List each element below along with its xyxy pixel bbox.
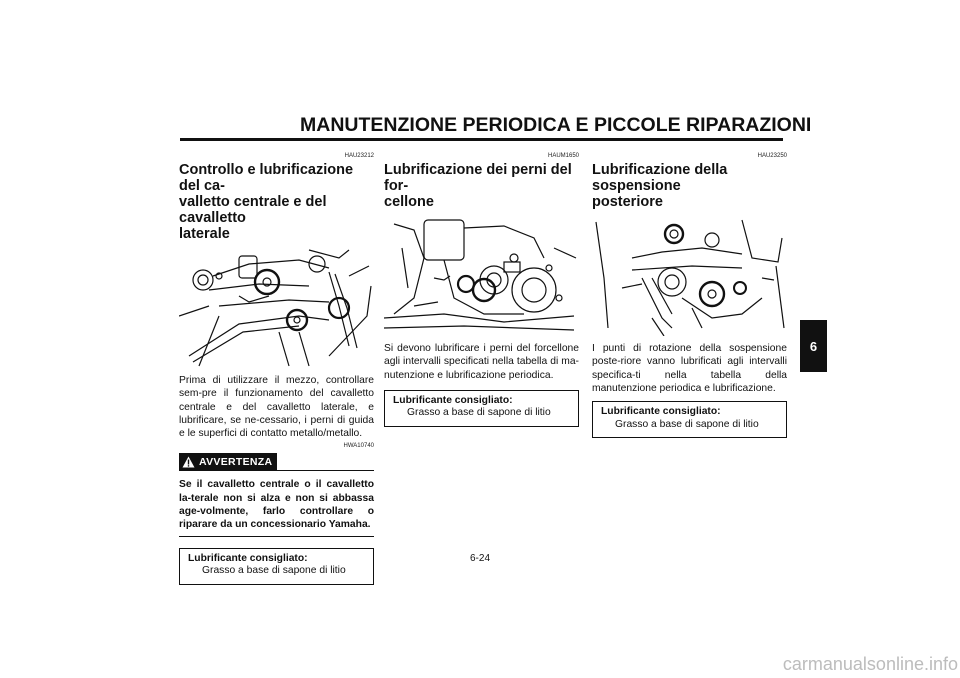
section-code: HAUM1650 (547, 153, 579, 159)
page-title: MANUTENZIONE PERIODICA E PICCOLE RIPARAZIONI (300, 114, 812, 136)
lubricant-box (592, 401, 787, 438)
lubricant-box (179, 548, 374, 585)
section-code: HAU23250 (757, 153, 787, 159)
suspension-illustration (592, 218, 787, 336)
warning-code: HWA10740 (343, 443, 374, 450)
lubricant-title: Lubrificante consigliato: (188, 552, 308, 564)
section-body: Prima di utilizzare il mezzo, controllare sem-pre il funzionamento del cavalletto centrale e del cavalletto laterale, e lubrificare, se ne-cessario, i perni di guida e le superfici di contatto metallo/metallo. (179, 375, 374, 440)
chapter-tab: 6 (800, 320, 827, 372)
lubricant-value: Grasso a base di sapone di litio (407, 407, 551, 419)
section-body: Si devono lubrificare i perni del forcellone agli intervalli specificati nella tabella di ma-nutenzione e lubrificazione periodica. (384, 343, 579, 381)
warning-text: Se il cavalletto centrale o il cavalletto la-terale non si alza e non si abbassa age-volmente, farlo controllare o riparare da un concessionario Yamaha. (179, 478, 374, 536)
section-title: Lubrificazione della sospensione posteriore (592, 162, 728, 210)
warning-line (277, 470, 374, 471)
lubricant-value: Grasso a base di sapone di litio (202, 565, 346, 577)
warning-triangle-icon (182, 456, 195, 468)
section-title: Lubrificazione dei perni del for- cellone (384, 162, 572, 210)
lubricant-box (384, 390, 579, 427)
stand-illustration (179, 246, 374, 370)
page-number: 6-24 (469, 553, 490, 564)
section-rear-suspension (592, 148, 787, 438)
swingarm-illustration (384, 218, 579, 336)
warning-header (179, 453, 374, 471)
section-body: I punti di rotazione della sospensione poste-riore vanno lubrificati agli intervalli specifica-ti nella tabella della manutenzione periodica e lubrificazione. (592, 343, 787, 394)
lubricant-title: Lubrificante consigliato: (393, 394, 513, 406)
warning-label-text: AVVERTENZA (199, 456, 273, 469)
lubricant-value: Grasso a base di sapone di litio (615, 418, 759, 430)
header-rule (180, 138, 783, 141)
section-title: Controllo e lubrificazione del ca- valletto centrale e del cavalletto laterale (179, 162, 354, 242)
section-swingarm (384, 148, 579, 427)
warning-label (179, 453, 277, 471)
section-stands (179, 148, 374, 585)
watermark: carmanualsonline.info (782, 654, 958, 674)
lubricant-title: Lubrificante consigliato: (601, 406, 721, 418)
section-code: HAU23212 (344, 153, 374, 159)
